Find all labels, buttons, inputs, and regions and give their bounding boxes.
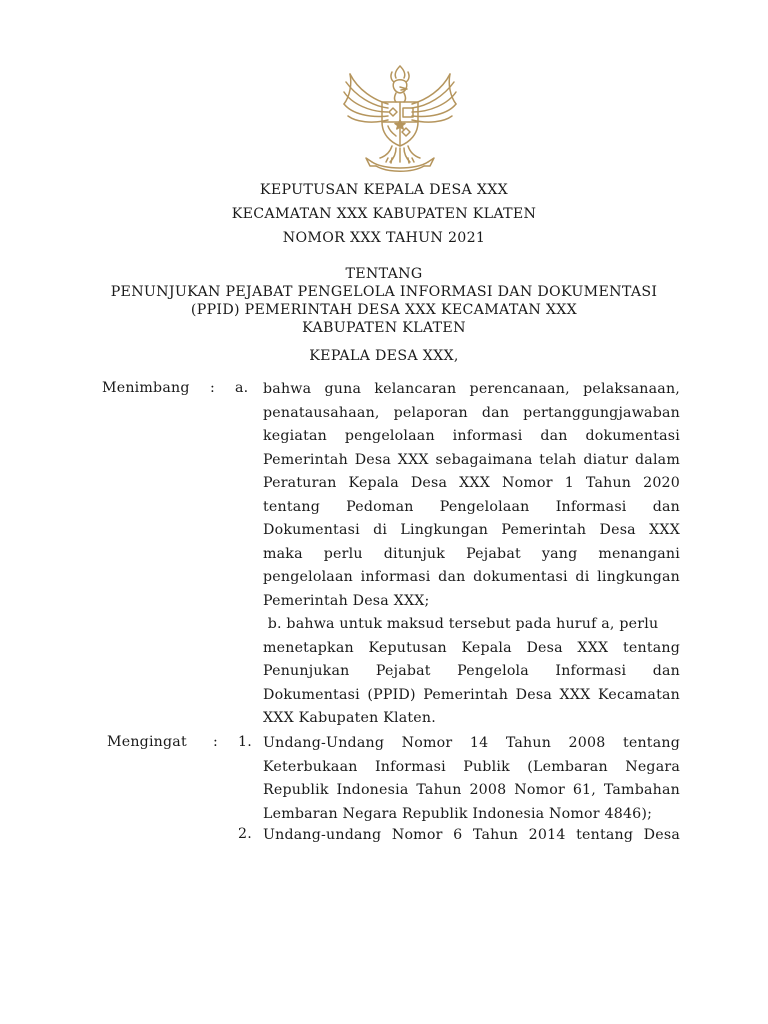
menimbang-item-b [263, 613, 680, 731]
paragraph-line: Pemerintah Desa XXX; [263, 592, 430, 609]
subject-heading: TENTANG [345, 266, 423, 282]
paragraph-line: pengelolaan informasi dan dokumentasi di lingkungan [263, 569, 680, 585]
paragraph-line: tentang Pedoman Pengelolaan Informasi dan [263, 498, 680, 515]
decree-subject-block [0, 265, 768, 337]
decree-jurisdiction: KECAMATAN XXX KABUPATEN KLATEN [231, 206, 537, 222]
signatory-block [0, 344, 768, 368]
paragraph-line: Peraturan Kepala Desa XXX Nomor 1 Tahun 2020 [263, 475, 680, 491]
menimbang-item-a [263, 378, 680, 613]
mengingat-item-1 [263, 732, 680, 826]
paragraph-line: b. bahwa untuk maksud tersebut pada huruf a, perlu [263, 616, 659, 632]
decree-title: KEPUTUSAN KEPALA DESA XXX [259, 182, 509, 198]
mengingat-colon: : [213, 734, 218, 750]
subject-line: (PPID) PEMERINTAH DESA XXX KECAMATAN XXX [190, 302, 578, 318]
menimbang-label: Menimbang [102, 380, 190, 396]
subject-line: KABUPATEN KLATEN [302, 320, 466, 336]
decree-number: NOMOR XXX TAHUN 2021 [282, 230, 486, 246]
menimbang-item-marker: a. [235, 380, 249, 396]
paragraph-line: Penunjukan Pejabat Pengelola Informasi dan [263, 663, 680, 679]
decree-title-block [0, 178, 768, 250]
menimbang-colon: : [210, 380, 215, 396]
paragraph-line: penatausahaan, pelaporan dan pertanggungjawaban [263, 404, 680, 421]
paragraph-line: Undang-Undang Nomor 14 Tahun 2008 tentang [263, 735, 680, 751]
mengingat-item-marker: 1. [238, 734, 252, 750]
subject-line: PENUNJUKAN PEJABAT PENGELOLA INFORMASI DAN DOKUMENTASI [110, 284, 658, 300]
paragraph-line: Pemerintah Desa XXX sebagaimana telah diatur dalam [263, 451, 680, 468]
paragraph-line: Keterbukaan Informasi Publik (Lembaran Negara [263, 758, 680, 775]
paragraph-line: maka perlu ditunjuk Pejabat yang menangani [263, 545, 680, 562]
mengingat-label: Mengingat [107, 734, 187, 750]
signatory-title: KEPALA DESA XXX, [309, 348, 459, 364]
paragraph-line: kegiatan pengelolaan informasi dan dokumentasi [263, 428, 680, 444]
paragraph-line: menetapkan Keputusan Kepala Desa XXX tentang [263, 639, 680, 656]
paragraph-line: Dokumentasi (PPID) Pemerintah Desa XXX Kecamatan [263, 686, 680, 703]
paragraph-line: Undang-undang Nomor 6 Tahun 2014 tentang Desa [263, 827, 680, 843]
garuda-emblem-icon [336, 62, 464, 174]
mengingat-item-2 [263, 824, 680, 848]
paragraph-line: bahwa guna kelancaran perencanaan, pelaksanaan, [263, 381, 680, 397]
paragraph-line: XXX Kabupaten Klaten. [263, 710, 436, 726]
paragraph-line: Lembaran Negara Republik Indonesia Nomor 4846); [263, 805, 653, 822]
paragraph-line: Dokumentasi di Lingkungan Pemerintah Desa XXX [263, 522, 680, 538]
paragraph-line: Republik Indonesia Tahun 2008 Nomor 61, Tambahan [263, 782, 680, 798]
mengingat-item-marker: 2. [238, 826, 252, 842]
